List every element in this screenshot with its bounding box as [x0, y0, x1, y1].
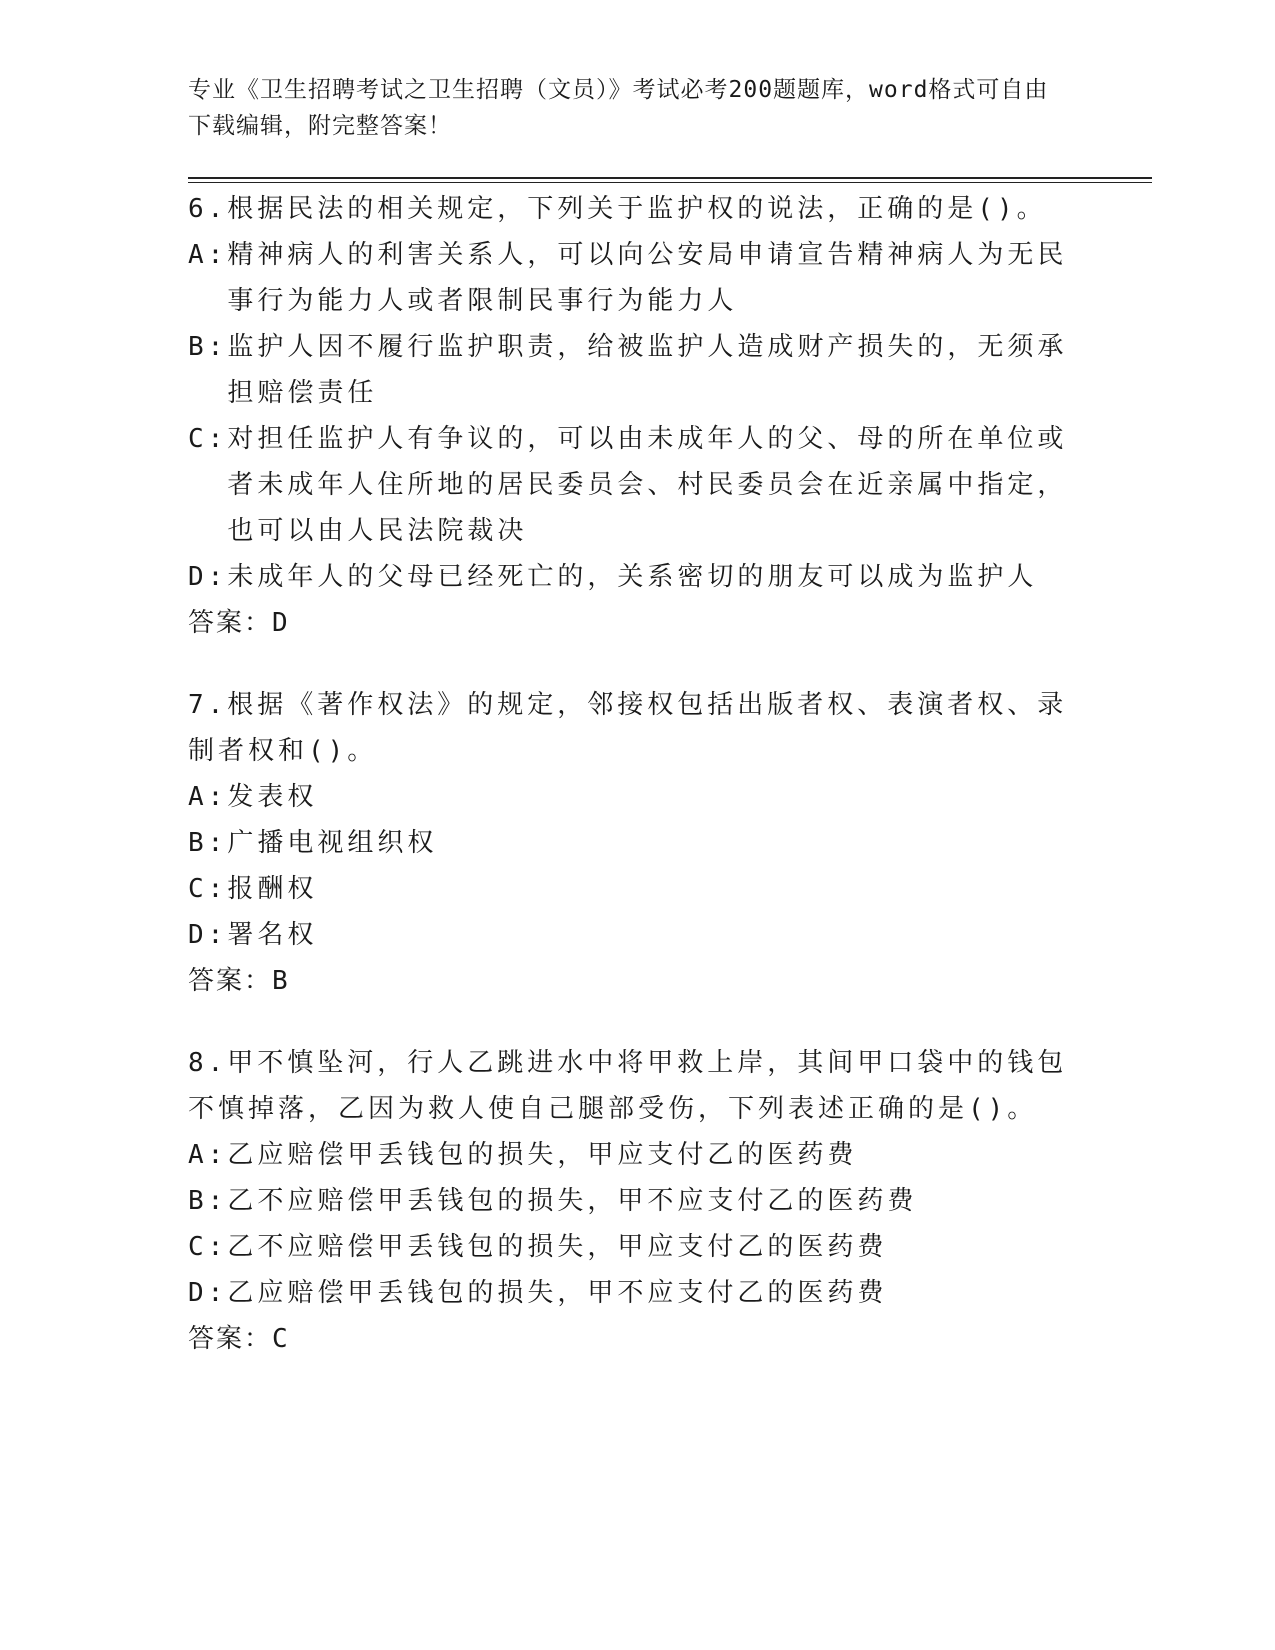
option-key: B:: [188, 828, 228, 858]
answer-label: 答案：D: [188, 608, 290, 638]
option-text: 未成年人的父母已经死亡的，关系密切的朋友可以成为监护人: [227, 562, 1038, 592]
option-text: 乙不应赔偿甲丢钱包的损失，甲应支付乙的医药费: [227, 1232, 888, 1262]
option-text: 乙应赔偿甲丢钱包的损失，甲不应支付乙的医药费: [227, 1278, 888, 1308]
question-list: [188, 186, 1088, 1398]
answer-label: 答案：B: [188, 966, 290, 996]
header-divider-thick: [188, 177, 1152, 179]
option-key: A:: [188, 240, 228, 270]
option-key: C:: [188, 874, 228, 904]
option-d: [188, 1270, 1088, 1316]
option-text: 广播电视组织权: [227, 828, 438, 858]
option-key: D:: [188, 562, 228, 592]
answer-label: 答案：C: [188, 1324, 290, 1354]
option-key: C:: [188, 1232, 228, 1262]
option-a: [188, 1132, 1088, 1178]
option-text: 对担任监护人有争议的，可以由未成年人的父、母的所在单位或者未成年人住所地的居民委员会、村民委员会在近亲属中指定，也可以由人民法院裁决: [227, 424, 1068, 546]
option-key: A:: [188, 1140, 228, 1170]
option-text: 精神病人的利害关系人，可以向公安局申请宣告精神病人为无民事行为能力人或者限制民事行为能力人: [227, 240, 1068, 316]
option-text: 监护人因不履行监护职责，给被监护人造成财产损失的，无须承担赔偿责任: [227, 332, 1068, 408]
option-b: [188, 1178, 1088, 1224]
option-c: [188, 416, 1088, 554]
option-text: 乙应赔偿甲丢钱包的损失，甲应支付乙的医药费: [227, 1140, 858, 1170]
question-7: [188, 682, 1088, 1004]
option-key: D:: [188, 1278, 228, 1308]
option-text: 报酬权: [227, 874, 318, 904]
option-c: [188, 1224, 1088, 1270]
option-key: B:: [188, 332, 228, 362]
option-a: [188, 232, 1088, 324]
question-6: [188, 186, 1088, 646]
option-text: 乙不应赔偿甲丢钱包的损失，甲不应支付乙的医药费: [227, 1186, 918, 1216]
question-stem: 8.甲不慎坠河，行人乙跳进水中将甲救上岸，其间甲口袋中的钱包不慎掉落，乙因为救人使自己腿部受伤，下列表述正确的是()。: [188, 1048, 1068, 1124]
option-key: D:: [188, 920, 228, 950]
option-text: 署名权: [227, 920, 318, 950]
option-b: [188, 820, 1088, 866]
question-stem: 6.根据民法的相关规定，下列关于监护权的说法，正确的是()。: [188, 194, 1047, 224]
option-text: 发表权: [227, 782, 318, 812]
option-b: [188, 324, 1088, 416]
option-key: B:: [188, 1186, 228, 1216]
option-d: [188, 554, 1088, 600]
option-d: [188, 912, 1088, 958]
option-key: A:: [188, 782, 228, 812]
question-stem: 7.根据《著作权法》的规定，邻接权包括出版者权、表演者权、录制者权和()。: [188, 690, 1068, 766]
question-8: [188, 1040, 1088, 1362]
option-a: [188, 774, 1088, 820]
option-c: [188, 866, 1088, 912]
option-key: C:: [188, 424, 228, 454]
document-header: 专业《卫生招聘考试之卫生招聘（文员）》考试必考200题题库，word格式可自由下载编辑，附完整答案！: [188, 77, 1049, 139]
header-divider-thin: [188, 182, 1152, 183]
